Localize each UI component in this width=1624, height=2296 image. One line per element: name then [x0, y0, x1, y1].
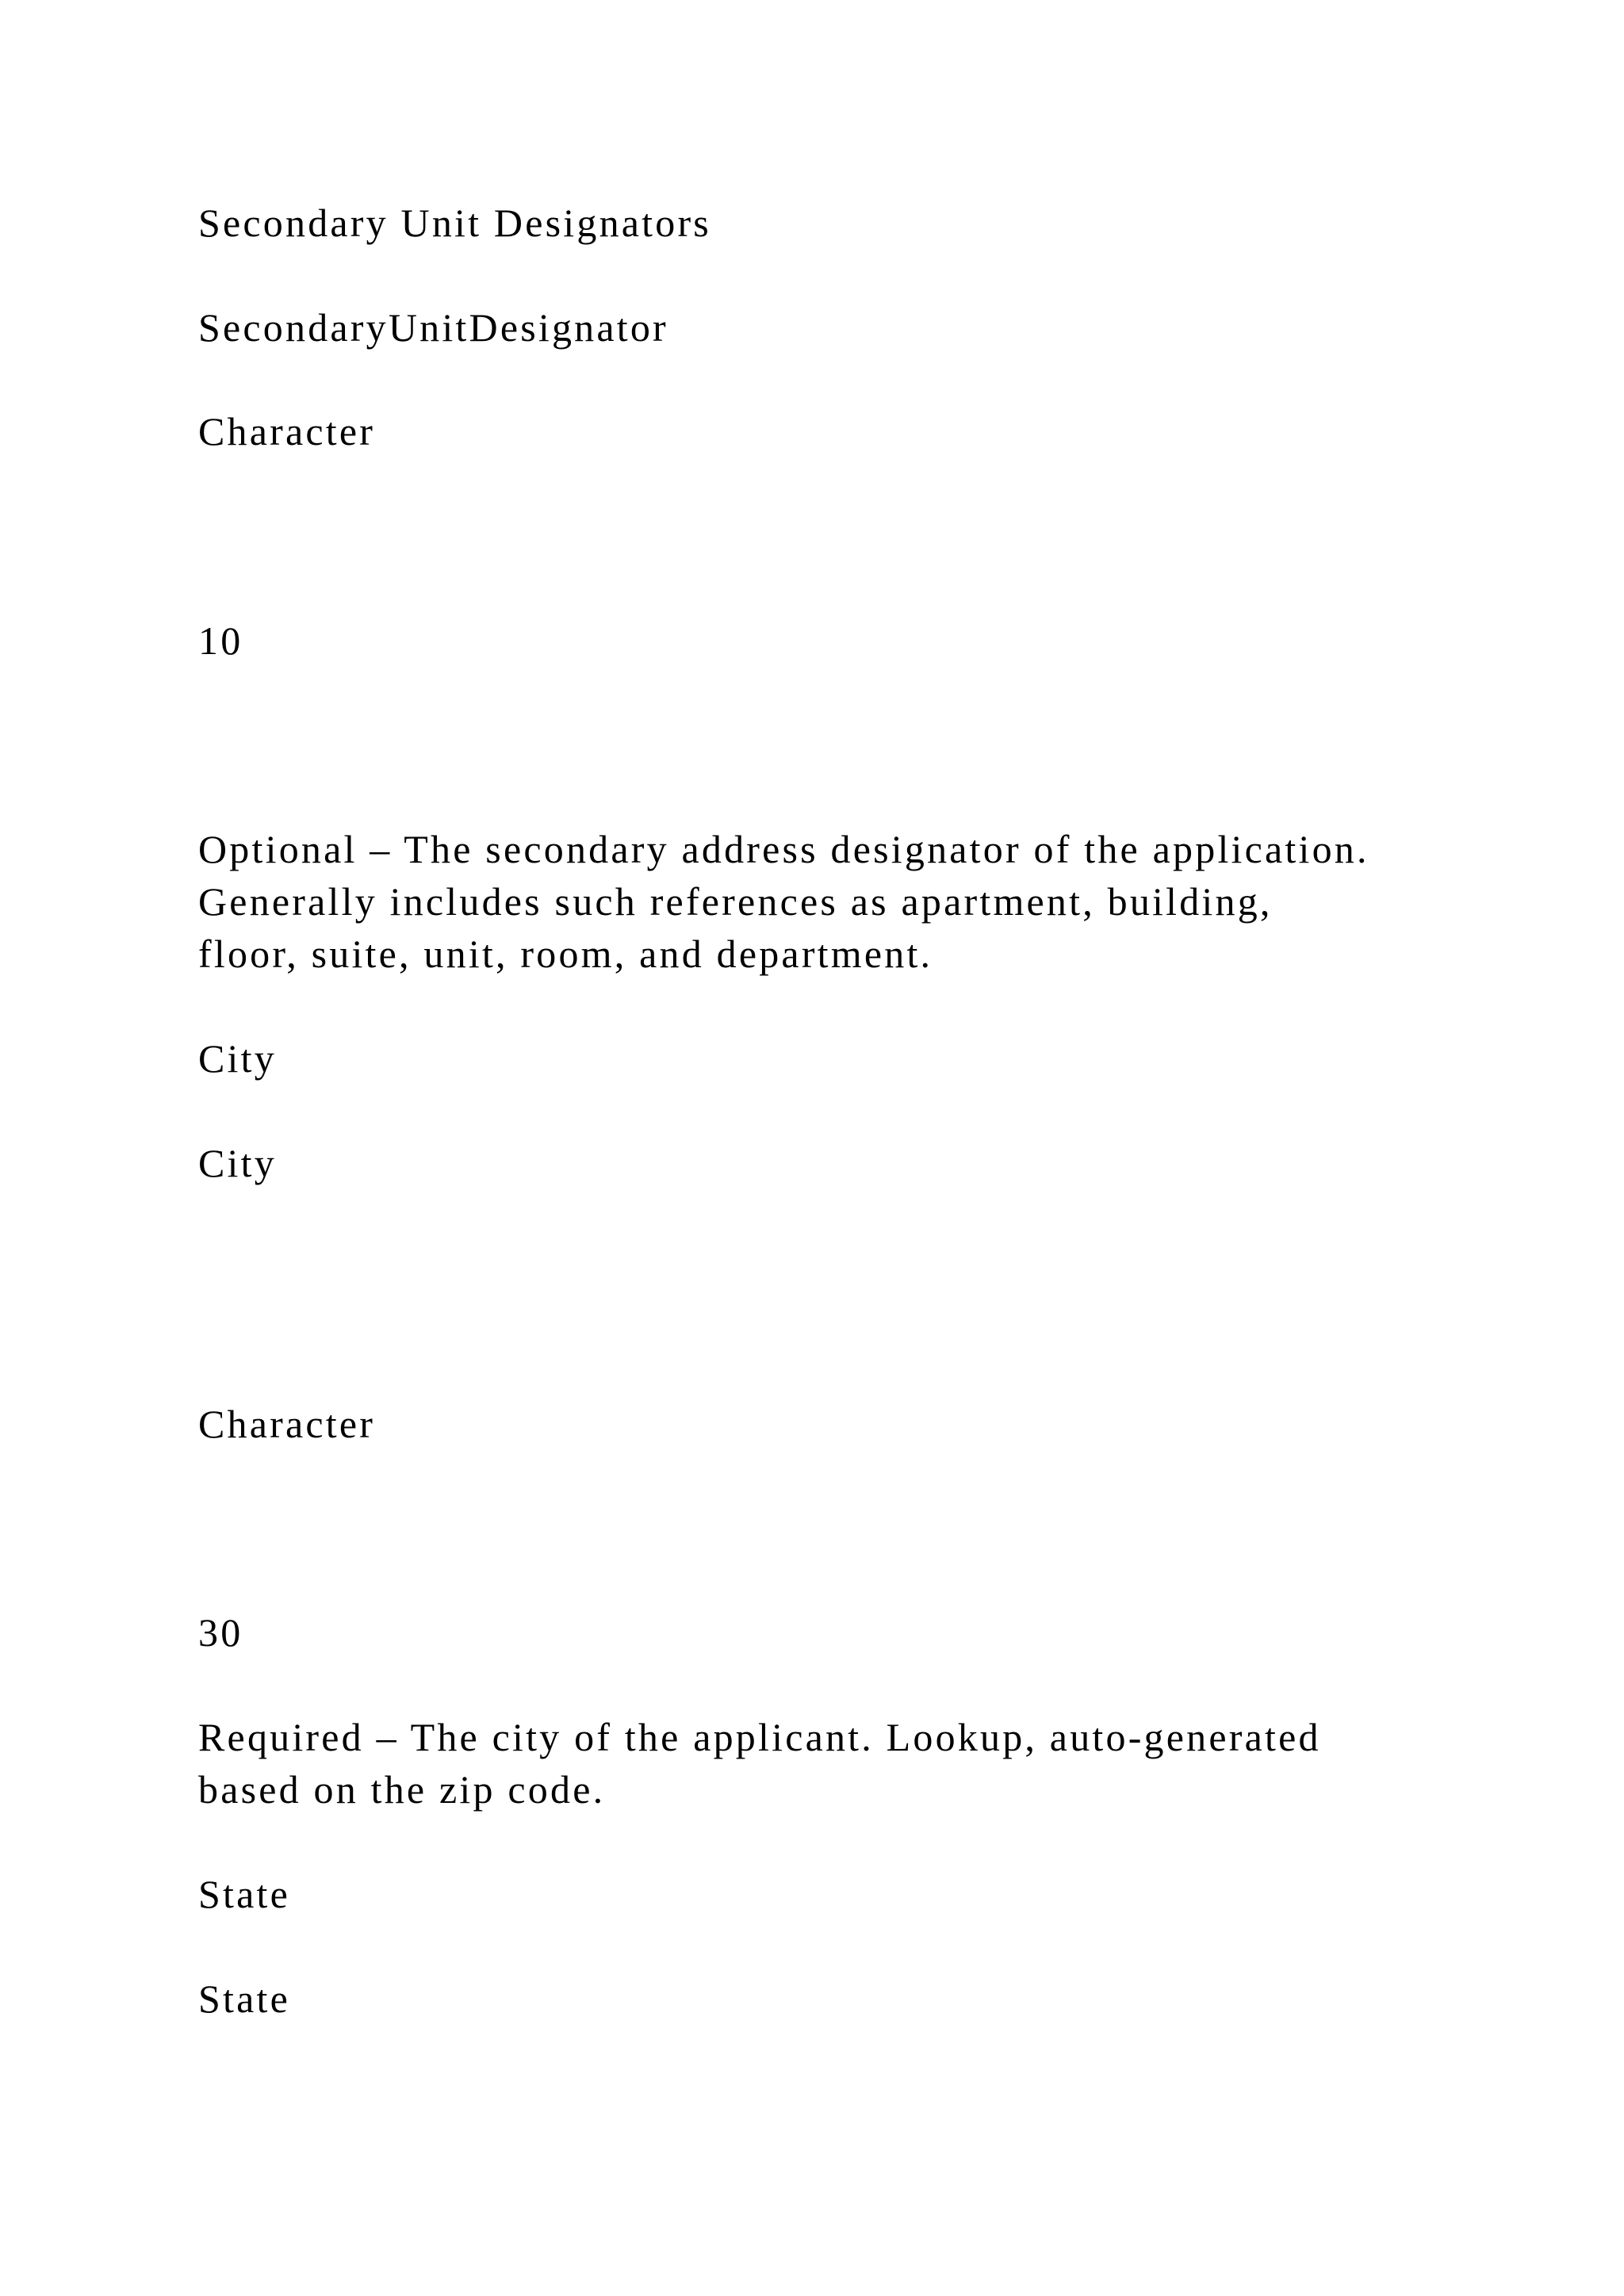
field-length: 30 [198, 1610, 243, 1655]
field-description: Required – The city of the applicant. Lookup, auto-generated based on the zip code. [198, 1715, 1321, 1812]
field-description: Optional – The secondary address designator of the application. Generally includes such references as apartment, building, floor, suite, unit, room, and department. [198, 827, 1369, 976]
field-type: Character [198, 409, 376, 453]
field-name: SecondaryUnitDesignator [198, 305, 668, 350]
field-type: Character [198, 1402, 376, 1446]
field-name: State [198, 1976, 290, 2021]
field-length: 10 [198, 618, 243, 663]
field-group-title: State [198, 1872, 290, 1916]
field-group-title: City [198, 1036, 277, 1081]
field-group-title: Secondary Unit Designators [198, 201, 711, 245]
field-name: City [198, 1141, 277, 1185]
